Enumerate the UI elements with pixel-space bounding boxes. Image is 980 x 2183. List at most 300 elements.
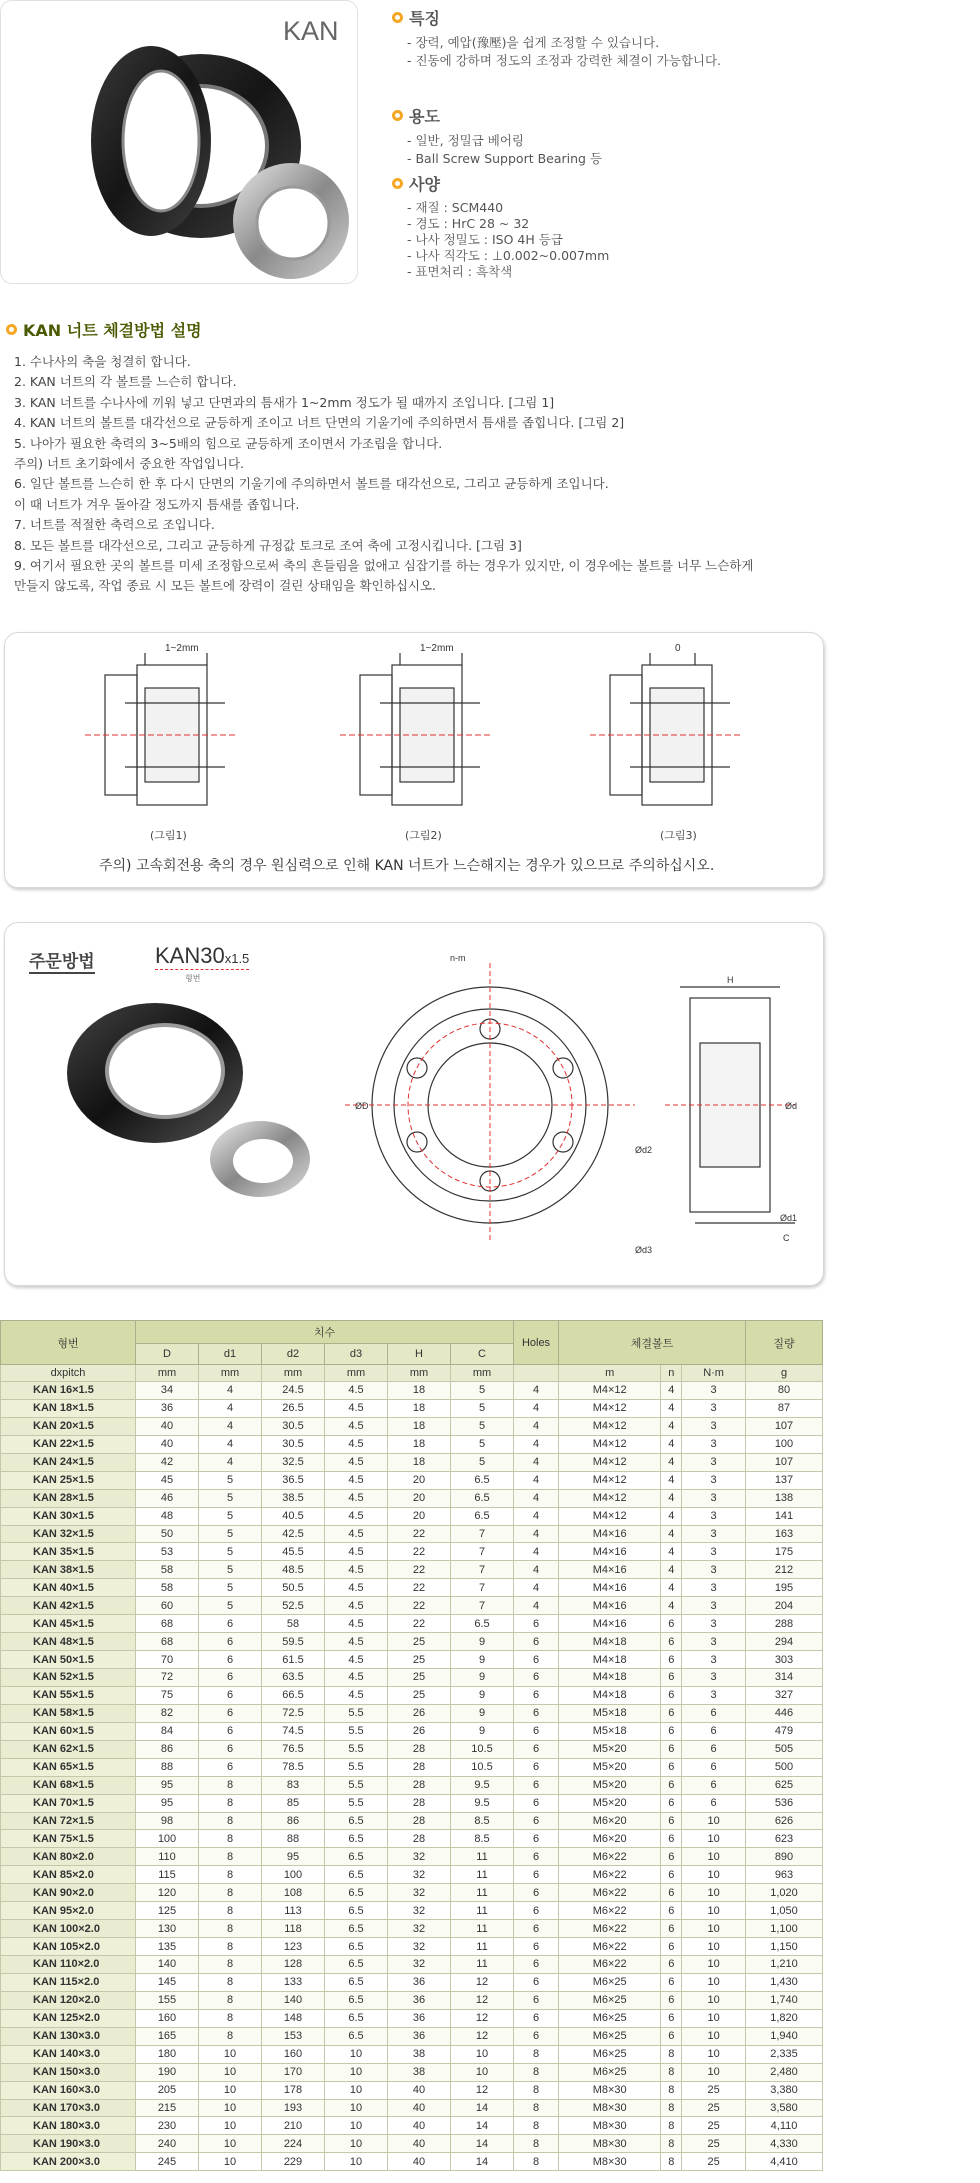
table-cell: M4×16 [559, 1543, 661, 1561]
table-cell: 6 [199, 1633, 262, 1651]
table-cell: 3 [682, 1686, 746, 1704]
table-cell: 6 [661, 1938, 682, 1956]
table-cell: M6×25 [559, 2045, 661, 2063]
table-cell: 83 [262, 1776, 325, 1794]
table-cell: 3 [682, 1579, 746, 1597]
table-cell: 9.5 [451, 1794, 514, 1812]
table-cell: 3 [682, 1399, 746, 1417]
table-cell: 446 [746, 1704, 823, 1722]
table-cell: 8 [199, 1866, 262, 1884]
list-item: - 나사 직각도 : ⊥0.002~0.007mm [407, 248, 609, 264]
table-cell: 10 [199, 2117, 262, 2135]
row-model: KAN 45×1.5 [1, 1615, 136, 1633]
table-cell: M8×30 [559, 2117, 661, 2135]
table-cell: 36 [388, 2027, 451, 2045]
table-cell: 4.5 [325, 1669, 388, 1687]
table-cell: 6 [682, 1740, 746, 1758]
table-cell: 68 [136, 1633, 199, 1651]
table-cell: 11 [451, 1938, 514, 1956]
table-cell: 50 [136, 1525, 199, 1543]
table-cell: 4 [514, 1507, 559, 1525]
step-line: 만들지 않도록, 작업 종료 시 모든 볼트에 장력이 걸린 상태임을 확인하십시오. [14, 578, 437, 594]
table-cell: 72.5 [262, 1704, 325, 1722]
step-line: 8. 모든 볼트를 대각선으로, 그리고 균등하게 규정값 토크로 조여 축에 고정시킵니다. [그림 3] [14, 537, 522, 553]
table-cell: 10 [325, 2153, 388, 2171]
table-cell: 3 [682, 1615, 746, 1633]
table-cell: 1,430 [746, 1973, 823, 1991]
table-cell: 50.5 [262, 1579, 325, 1597]
table-cell: 58 [136, 1561, 199, 1579]
table-cell: 12 [451, 1973, 514, 1991]
table-cell: 40.5 [262, 1507, 325, 1525]
table-cell: 204 [746, 1597, 823, 1615]
table-cell: 327 [746, 1686, 823, 1704]
table-cell: 6 [514, 1920, 559, 1938]
table-cell: 36 [136, 1399, 199, 1417]
table-cell: M6×25 [559, 2027, 661, 2045]
table-cell: 10 [325, 2099, 388, 2117]
bullet-icon [392, 178, 403, 189]
table-cell: 32.5 [262, 1453, 325, 1471]
table-cell: 9 [451, 1704, 514, 1722]
table-cell: 30.5 [262, 1417, 325, 1435]
row-model: KAN 160×3.0 [1, 2081, 136, 2099]
table-cell: 84 [136, 1722, 199, 1740]
table-cell: 6.5 [451, 1615, 514, 1633]
table-cell: 6 [514, 1848, 559, 1866]
table-cell: 180 [136, 2045, 199, 2063]
table-cell: 4.5 [325, 1615, 388, 1633]
table-cell: 6 [682, 1776, 746, 1794]
table-cell: 210 [262, 2117, 325, 2135]
table-cell: 8 [661, 2099, 682, 2117]
table-cell: 1,940 [746, 2027, 823, 2045]
table-cell: 32 [388, 1884, 451, 1902]
table-cell: 10 [325, 2063, 388, 2081]
table-cell: 6 [514, 1794, 559, 1812]
table-cell: 5 [451, 1453, 514, 1471]
table-cell: 28 [388, 1758, 451, 1776]
table-cell: 115 [136, 1866, 199, 1884]
table-cell: 18 [388, 1382, 451, 1400]
table-cell: 6 [661, 1722, 682, 1740]
table-cell: 4.5 [325, 1471, 388, 1489]
step-line: 2. KAN 너트의 각 볼트를 느슨히 합니다. [14, 374, 237, 390]
table-cell: 130 [136, 1920, 199, 1938]
table-cell: 4 [661, 1399, 682, 1417]
table-row [1, 1812, 823, 1830]
table-cell: 30.5 [262, 1435, 325, 1453]
table-cell: 12 [451, 1991, 514, 2009]
table-cell: 11 [451, 1884, 514, 1902]
table-cell: 1,820 [746, 2009, 823, 2027]
table-cell: 145 [136, 1973, 199, 1991]
table-cell: 22 [388, 1561, 451, 1579]
table-cell: 155 [136, 1991, 199, 2009]
table-cell: 86 [262, 1812, 325, 1830]
table-row [1, 1489, 823, 1507]
table-cell: 6 [514, 1633, 559, 1651]
table-cell: 100 [746, 1435, 823, 1453]
table-cell: 8 [514, 2045, 559, 2063]
col-weight: 질량 [746, 1321, 823, 1365]
table-cell: 10 [682, 2027, 746, 2045]
table-cell: 141 [746, 1507, 823, 1525]
dim-d1: Ød1 [780, 1213, 798, 1223]
table-cell: 95 [262, 1848, 325, 1866]
table-cell: 8 [661, 2117, 682, 2135]
row-model: KAN 50×1.5 [1, 1651, 136, 1669]
table-cell: 10 [682, 2009, 746, 2027]
table-cell: 63.5 [262, 1669, 325, 1687]
table-row [1, 1579, 823, 1597]
table-cell: 6 [514, 2027, 559, 2045]
table-cell: 294 [746, 1633, 823, 1651]
table-cell: 11 [451, 1920, 514, 1938]
table-cell: 229 [262, 2153, 325, 2171]
table-cell: 6.5 [325, 1938, 388, 1956]
table-cell: 6 [514, 1830, 559, 1848]
table-cell: 6 [661, 1740, 682, 1758]
row-model: KAN 18×1.5 [1, 1399, 136, 1417]
table-cell: 28 [388, 1830, 451, 1848]
table-cell: 4 [661, 1382, 682, 1400]
row-model: KAN 60×1.5 [1, 1722, 136, 1740]
table-cell: 5.5 [325, 1794, 388, 1812]
table-cell: 6 [514, 1615, 559, 1633]
table-cell: 6 [661, 1830, 682, 1848]
table-cell: 26.5 [262, 1399, 325, 1417]
table-row [1, 1884, 823, 1902]
row-model: KAN 125×2.0 [1, 2009, 136, 2027]
col-d2: d2 [262, 1344, 325, 1365]
step-line: 7. 너트를 적절한 축력으로 조입니다. [14, 517, 215, 533]
table-cell: 193 [262, 2099, 325, 2117]
table-cell: 4.5 [325, 1597, 388, 1615]
table-cell: 6.5 [325, 1812, 388, 1830]
table-cell: 4.5 [325, 1525, 388, 1543]
table-cell: 6.5 [325, 1920, 388, 1938]
table-cell: M4×18 [559, 1686, 661, 1704]
row-model: KAN 52×1.5 [1, 1669, 136, 1687]
order-code-suffix: x1.5 [224, 951, 250, 966]
row-model: KAN 70×1.5 [1, 1794, 136, 1812]
table-row [1, 1633, 823, 1651]
list-item: - 일반, 정밀급 베어링 [407, 132, 602, 150]
table-cell: 58 [136, 1579, 199, 1597]
table-cell: 4 [661, 1579, 682, 1597]
table-cell: 6 [514, 1866, 559, 1884]
table-cell: 4 [514, 1597, 559, 1615]
row-model: KAN 62×1.5 [1, 1740, 136, 1758]
table-cell: 4.5 [325, 1686, 388, 1704]
row-model: KAN 55×1.5 [1, 1686, 136, 1704]
table-cell: 505 [746, 1740, 823, 1758]
table-cell: 85 [262, 1794, 325, 1812]
table-cell: 10 [682, 1866, 746, 1884]
table-cell: 25 [388, 1633, 451, 1651]
table-cell: 6.5 [451, 1471, 514, 1489]
table-cell: M8×30 [559, 2135, 661, 2153]
table-cell: 8 [199, 1991, 262, 2009]
table-cell: 40 [388, 2081, 451, 2099]
table-cell: 40 [388, 2117, 451, 2135]
table-cell: 22 [388, 1543, 451, 1561]
table-cell: 5 [199, 1471, 262, 1489]
table-cell: 9 [451, 1633, 514, 1651]
table-cell: M4×16 [559, 1525, 661, 1543]
row-model: KAN 140×3.0 [1, 2045, 136, 2063]
table-cell: 4.5 [325, 1417, 388, 1435]
table-cell: 40 [388, 2153, 451, 2171]
table-cell: 32 [388, 1920, 451, 1938]
table-cell: 212 [746, 1561, 823, 1579]
table-cell: 5 [199, 1507, 262, 1525]
dim-d: Ød [785, 1101, 798, 1111]
table-cell: 8 [199, 1794, 262, 1812]
table-cell: 4.5 [325, 1489, 388, 1507]
table-cell: M6×25 [559, 2063, 661, 2081]
row-model: KAN 35×1.5 [1, 1543, 136, 1561]
features-section [392, 6, 721, 70]
table-cell: 36.5 [262, 1471, 325, 1489]
table-cell: 3 [682, 1471, 746, 1489]
row-model: KAN 85×2.0 [1, 1866, 136, 1884]
table-row [1, 1525, 823, 1543]
row-model: KAN 72×1.5 [1, 1812, 136, 1830]
table-cell: M4×12 [559, 1453, 661, 1471]
table-row [1, 2099, 823, 2117]
table-cell: 82 [136, 1704, 199, 1722]
table-cell: 5.5 [325, 1758, 388, 1776]
table-cell: 9 [451, 1669, 514, 1687]
table-cell: 10 [199, 2081, 262, 2099]
row-model: KAN 75×1.5 [1, 1830, 136, 1848]
order-drawing [5, 923, 823, 1263]
dim-d2: Ød2 [635, 1145, 653, 1155]
table-cell: 6.5 [325, 1848, 388, 1866]
figures-drawing [5, 633, 823, 853]
table-cell: 10 [199, 2135, 262, 2153]
table-cell: M8×30 [559, 2153, 661, 2171]
table-cell: 45 [136, 1471, 199, 1489]
table-cell: 42.5 [262, 1525, 325, 1543]
table-cell: 6.5 [451, 1489, 514, 1507]
table-cell: 6 [514, 1991, 559, 2009]
step-line: 이 때 너트가 겨우 돌아갈 정도까지 틈새를 좁힙니다. [14, 496, 300, 512]
table-cell: 42 [136, 1453, 199, 1471]
table-cell: M5×20 [559, 1776, 661, 1794]
table-cell: 7 [451, 1543, 514, 1561]
table-cell: 165 [136, 2027, 199, 2045]
table-row [1, 1938, 823, 1956]
table-cell: 10 [451, 2063, 514, 2081]
table-row [1, 1561, 823, 1579]
table-cell: 60 [136, 1597, 199, 1615]
table-cell: 3 [682, 1453, 746, 1471]
table-cell: 6 [514, 1686, 559, 1704]
table-cell: 10 [682, 1920, 746, 1938]
table-cell: 107 [746, 1453, 823, 1471]
table-cell: 14 [451, 2153, 514, 2171]
features-heading: 특징 [409, 9, 440, 28]
order-box [4, 922, 824, 1286]
table-cell: 76.5 [262, 1740, 325, 1758]
caution-note: 주의) 고속회전용 축의 경우 원심력으로 인해 KAN 너트가 느슨해지는 경우가 있으므로 주의하십시오. [99, 858, 715, 874]
table-cell: 8 [514, 2081, 559, 2099]
table-cell: 230 [136, 2117, 199, 2135]
table-cell: 4 [514, 1399, 559, 1417]
table-cell: 46 [136, 1489, 199, 1507]
table-cell: 32 [388, 1956, 451, 1974]
table-cell: 32 [388, 1866, 451, 1884]
bullet-icon [392, 110, 403, 121]
row-model: KAN 130×3.0 [1, 2027, 136, 2045]
row-model: KAN 150×3.0 [1, 2063, 136, 2081]
step-line: 3. KAN 너트를 수나사에 끼워 넣고 단면과의 틈새가 1~2mm 정도가 될 때까지 조입니다. [그림 1] [14, 394, 555, 410]
table-cell: 2,335 [746, 2045, 823, 2063]
table-cell: 10 [682, 1830, 746, 1848]
table-cell: 48.5 [262, 1561, 325, 1579]
usage-section [392, 104, 602, 168]
table-cell: 4 [199, 1435, 262, 1453]
table-cell: 80 [746, 1382, 823, 1400]
table-cell: 153 [262, 2027, 325, 2045]
table-cell: 78.5 [262, 1758, 325, 1776]
table-row [1, 2063, 823, 2081]
table-cell: 963 [746, 1866, 823, 1884]
table-cell: 22 [388, 1579, 451, 1597]
table-cell: M4×16 [559, 1615, 661, 1633]
table-cell: 6 [514, 1938, 559, 1956]
table-row [1, 1740, 823, 1758]
fig3-label: (그림3) [660, 829, 697, 842]
table-row [1, 1399, 823, 1417]
table-cell: 170 [262, 2063, 325, 2081]
table-row [1, 1866, 823, 1884]
step-line: 9. 여기서 필요한 곳의 볼트를 미세 조정함으로써 축의 흔들림을 없애고 심잡기를 하는 경우가 있지만, 이 경우에는 볼트를 너무 느슨하게 [14, 558, 754, 574]
table-row [1, 1776, 823, 1794]
table-row [1, 1956, 823, 1974]
table-cell: 52.5 [262, 1597, 325, 1615]
table-cell: 6.5 [325, 2027, 388, 2045]
table-row [1, 1471, 823, 1489]
step-line: 5. 나아가 필요한 축력의 3~5배의 힘으로 균등하게 조이면서 가조립을 합니다. [14, 435, 443, 451]
table-cell: 6 [661, 1973, 682, 1991]
row-model: KAN 58×1.5 [1, 1704, 136, 1722]
table-cell: 160 [136, 2009, 199, 2027]
table-cell: M4×12 [559, 1382, 661, 1400]
table-cell: 53 [136, 1543, 199, 1561]
table-cell: 18 [388, 1417, 451, 1435]
table-cell: 8 [199, 1812, 262, 1830]
table-cell: 4.5 [325, 1382, 388, 1400]
table-cell: 4 [199, 1399, 262, 1417]
table-cell: 38.5 [262, 1489, 325, 1507]
table-cell: M6×22 [559, 1866, 661, 1884]
table-cell: 6 [199, 1686, 262, 1704]
table-cell: M8×30 [559, 2081, 661, 2099]
table-cell: 6 [661, 1794, 682, 1812]
table-cell: 10 [682, 1884, 746, 1902]
table-cell: 10 [325, 2135, 388, 2153]
table-row [1, 1991, 823, 2009]
table-cell: 10.5 [451, 1740, 514, 1758]
list-item: - 경도 : HrC 28 ~ 32 [407, 216, 609, 232]
table-cell: 8 [199, 1956, 262, 1974]
table-cell: 175 [746, 1543, 823, 1561]
col-type: 형번 [1, 1321, 136, 1365]
table-row [1, 1597, 823, 1615]
table-row [1, 1704, 823, 1722]
table-cell: 6 [514, 1651, 559, 1669]
table-cell: 10 [451, 2045, 514, 2063]
col-bolt: 체결볼트 [559, 1321, 746, 1365]
table-cell: 140 [136, 1956, 199, 1974]
table-cell: 25 [388, 1651, 451, 1669]
table-row [1, 1543, 823, 1561]
table-cell: 4 [514, 1579, 559, 1597]
table-cell: 40 [388, 2099, 451, 2117]
row-model: KAN 25×1.5 [1, 1471, 136, 1489]
table-cell: 3 [682, 1417, 746, 1435]
table-cell: 6 [682, 1704, 746, 1722]
row-model: KAN 190×3.0 [1, 2135, 136, 2153]
table-cell: 6 [661, 1651, 682, 1669]
table-cell: 4.5 [325, 1561, 388, 1579]
dim-C: C [783, 1233, 790, 1243]
table-cell: 11 [451, 1956, 514, 1974]
table-cell: 224 [262, 2135, 325, 2153]
table-cell: M6×22 [559, 1938, 661, 1956]
table-cell: 6 [514, 1758, 559, 1776]
table-cell: 6 [661, 1669, 682, 1687]
table-cell: 72 [136, 1669, 199, 1687]
table-cell: 6 [514, 1956, 559, 1974]
order-code-sub: 형번 [185, 974, 201, 983]
step-line: 주의) 너트 초기화에서 중요한 작업입니다. [14, 456, 245, 472]
table-cell: 8 [514, 2063, 559, 2081]
table-cell: 8 [199, 1902, 262, 1920]
table-cell: 4.5 [325, 1399, 388, 1417]
table-cell: 4 [661, 1417, 682, 1435]
table-cell: 38 [388, 2045, 451, 2063]
table-cell: 11 [451, 1848, 514, 1866]
table-cell: 1,020 [746, 1884, 823, 1902]
table-cell: M6×22 [559, 1848, 661, 1866]
row-model: KAN 100×2.0 [1, 1920, 136, 1938]
table-cell: 8 [514, 2135, 559, 2153]
table-row [1, 1920, 823, 1938]
table-cell: 6 [514, 1776, 559, 1794]
table-cell: 6 [682, 1758, 746, 1776]
table-cell: M6×25 [559, 1991, 661, 2009]
table-cell: 6 [661, 1704, 682, 1722]
gap-label-3: 0 [675, 643, 681, 654]
table-row [1, 1453, 823, 1471]
table-cell: 6 [514, 1902, 559, 1920]
table-cell: 10 [682, 1938, 746, 1956]
table-cell: 303 [746, 1651, 823, 1669]
table-cell: 190 [136, 2063, 199, 2081]
table-cell: 8 [199, 1973, 262, 1991]
table-cell: 148 [262, 2009, 325, 2027]
table-row [1, 1758, 823, 1776]
table-cell: 25 [682, 2081, 746, 2099]
table-cell: M4×16 [559, 1597, 661, 1615]
table-cell: 163 [746, 1525, 823, 1543]
table-cell: 1,150 [746, 1938, 823, 1956]
